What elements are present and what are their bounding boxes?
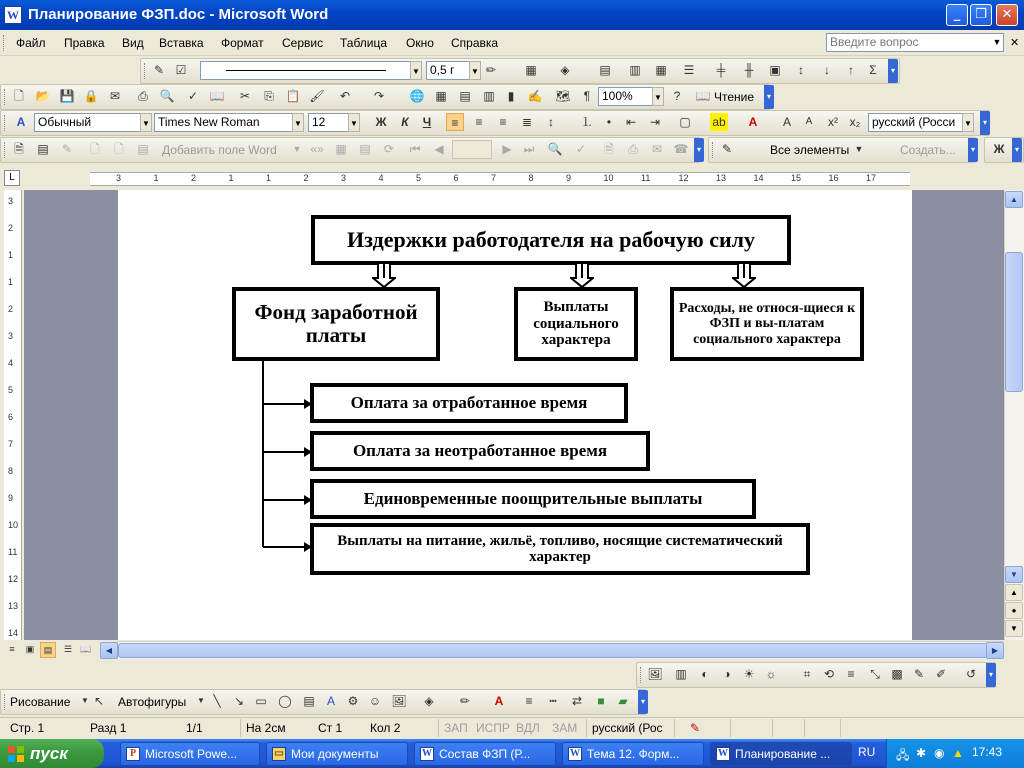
unworked-time-box: Оплата за неотработанное время	[310, 431, 650, 471]
ruler-mark: 2	[191, 173, 197, 183]
merge-to-email-icon[interactable]: ✉	[651, 142, 663, 156]
align-cell-icon[interactable]: ☰	[683, 63, 695, 77]
record-number-field[interactable]	[452, 140, 492, 159]
status-trk[interactable]: ИСПР	[476, 721, 510, 735]
subscript-icon[interactable]: x₂	[849, 115, 861, 129]
vruler-mark: 13	[8, 601, 19, 611]
autoshapes-dropdown-icon[interactable]: ▼	[197, 696, 205, 705]
status-divider	[840, 719, 841, 737]
task-powerpoint[interactable]: Microsoft Powe...	[120, 742, 260, 766]
vruler-mark: 1	[8, 277, 14, 287]
undo-icon[interactable]: ↶	[339, 89, 351, 103]
document-area	[24, 190, 1004, 640]
line-style-field[interactable]	[200, 61, 412, 80]
warning-icon[interactable]: ▲	[952, 746, 964, 760]
crop-icon[interactable]: ⌗	[803, 667, 811, 681]
distribute-cols-icon[interactable]: ╫	[744, 63, 754, 77]
web-view-icon[interactable]: ▣	[25, 644, 35, 654]
vruler-mark: 8	[8, 466, 14, 476]
start-button[interactable]: пуск	[0, 739, 104, 768]
vruler-mark: 3	[8, 331, 14, 341]
insert-field-dropdown-icon[interactable]: ▼	[292, 144, 302, 154]
antivirus-icon[interactable]: ◉	[934, 746, 945, 760]
numbering-icon[interactable]: ⒈	[580, 115, 593, 129]
propagate-labels-icon[interactable]: ⟳	[383, 142, 395, 156]
page[interactable]	[118, 190, 912, 640]
draw-menu-button[interactable]: Рисование	[10, 695, 71, 709]
shadow-icon[interactable]: ■	[597, 694, 605, 708]
status-section: Разд 1	[90, 721, 127, 735]
bullets-icon[interactable]: •	[606, 115, 612, 129]
main-doc-icon[interactable]: 🗎	[14, 142, 24, 156]
ruler-mark: 14	[753, 173, 764, 183]
window-title: Планирование ФЗП.doc - Microsoft Word	[28, 6, 329, 23]
ruler-mark: 16	[828, 173, 839, 183]
status-pages: 1/1	[186, 721, 203, 735]
toolbar-grip[interactable]	[4, 115, 7, 131]
reading-mode-button[interactable]: Чтение	[714, 90, 755, 104]
zoom-dropdown-icon[interactable]: ▼	[652, 87, 664, 106]
toolbar-grip[interactable]	[640, 667, 643, 683]
ruler-mark: 3	[341, 173, 347, 183]
arrow-icon[interactable]: ↘	[233, 694, 245, 708]
open-source-icon[interactable]: ▤	[37, 142, 49, 156]
network-icon[interactable]: 🖧	[896, 748, 910, 762]
word-doc-icon: W	[718, 748, 728, 759]
line-width-dropdown-icon[interactable]: ▼	[469, 61, 481, 80]
justify-button[interactable]: ≣	[521, 115, 533, 129]
italic-button[interactable]: К	[401, 115, 409, 129]
toolbar-options-icon[interactable]: ▾	[638, 690, 648, 714]
task-fzp-composition[interactable]: Состав ФЗП (Р...	[414, 742, 556, 766]
task-planning-active[interactable]: Планирование ...	[710, 742, 852, 766]
scroll-up-icon[interactable]: ▲	[1005, 191, 1023, 208]
tables-borders-icon[interactable]: ▦	[435, 89, 447, 103]
status-position: На 2см	[246, 721, 286, 735]
redo-icon[interactable]: ↷	[373, 89, 385, 103]
vruler-mark: 10	[8, 520, 19, 530]
show-hide-icon[interactable]: ¶	[583, 89, 591, 103]
toolbar-grip[interactable]	[144, 63, 147, 79]
ruler-mark: 1	[228, 173, 234, 183]
scroll-left-icon[interactable]: ◀	[100, 642, 118, 659]
last-record-icon[interactable]: ⏭	[523, 142, 535, 156]
toolbar-options-icon[interactable]: ▾	[980, 111, 990, 135]
toolbar-grip[interactable]	[4, 142, 7, 158]
menu-view[interactable]: Вид	[122, 36, 144, 50]
prev-page-icon[interactable]: ▲	[1005, 584, 1023, 601]
3d-icon[interactable]: ▰	[618, 694, 628, 708]
autosum-icon[interactable]: Σ	[869, 63, 877, 77]
doc-close-icon[interactable]: ✕	[1010, 37, 1020, 49]
food-housing-box: Выплаты на питание, жильё, топливо, носящие систематический характер	[310, 523, 810, 575]
menu-table[interactable]: Таблица	[340, 36, 388, 50]
format-painter-icon[interactable]: 🖌	[309, 89, 325, 103]
ruler-mark: 12	[678, 173, 689, 183]
ruler-mark: 9	[566, 173, 572, 183]
reset-picture-icon[interactable]: ↺	[965, 667, 977, 681]
insert-table-icon[interactable]: ▤	[459, 89, 471, 103]
document-map-icon[interactable]: 🗺	[555, 89, 571, 103]
increase-indent-icon[interactable]: ⇥	[649, 115, 661, 129]
scroll-right-icon[interactable]: ▶	[986, 642, 1004, 659]
textbox-icon[interactable]: ▤	[303, 694, 315, 708]
folder-icon: ▭	[272, 747, 286, 761]
toolbar-options-icon[interactable]: ▾	[1012, 138, 1022, 162]
print-layout-icon[interactable]: ▤	[40, 642, 56, 658]
zoom-field[interactable]: 100%	[598, 87, 654, 106]
underline-button[interactable]: Ч	[422, 115, 432, 129]
ruler-mark: 10	[603, 173, 614, 183]
ruler-mark: 2	[303, 173, 309, 183]
align-right-button[interactable]: ≡	[499, 115, 507, 129]
ruler-mark: 11	[641, 173, 651, 183]
permission-icon[interactable]: 🔒	[83, 89, 99, 103]
language-field[interactable]: русский (Росси	[868, 113, 964, 132]
highlight-fields-icon[interactable]: ▦	[335, 142, 347, 156]
close-button[interactable]: ✕	[996, 4, 1018, 26]
toolbar-grip[interactable]	[712, 142, 715, 158]
bonus-payments-box: Единовременные поощрительные выплаты	[310, 479, 756, 519]
status-divider	[772, 719, 773, 737]
ruler-mark: 7	[491, 173, 497, 183]
minimize-button[interactable]: _	[946, 4, 968, 26]
compress-icon[interactable]: ⤡	[870, 667, 880, 681]
borders-icon[interactable]: ▢	[679, 115, 691, 129]
toolbar-options-icon[interactable]: ▾	[888, 59, 898, 83]
toolbar-options-icon[interactable]: ▾	[968, 138, 978, 162]
ruler-mark: 13	[716, 173, 727, 183]
language-dropdown-icon[interactable]: ▼	[962, 113, 974, 132]
style-field[interactable]: Обычный	[34, 113, 142, 132]
merge-to-fax-icon[interactable]: ☎	[673, 142, 689, 156]
ruler-strip[interactable]	[90, 172, 910, 186]
clipart-icon[interactable]: ☺	[368, 694, 382, 708]
word-doc-icon: W	[570, 748, 580, 759]
menu-window[interactable]: Окно	[406, 36, 434, 50]
menu-insert[interactable]: Вставка	[159, 36, 204, 50]
vruler-mark: 1	[8, 250, 14, 260]
windows-logo-icon	[8, 746, 24, 762]
title-bar	[0, 0, 1024, 30]
font-dropdown-icon[interactable]: ▼	[292, 113, 304, 132]
word-doc-icon: W	[422, 748, 432, 759]
ask-dropdown-icon[interactable]: ▼	[992, 37, 1002, 47]
line-icon[interactable]: ╲	[213, 694, 221, 708]
dash-style-icon[interactable]: ┅	[549, 694, 557, 708]
vruler-mark: 7	[8, 439, 14, 449]
select-objects-icon[interactable]: ↖	[93, 694, 105, 708]
recipients-icon[interactable]: ✎	[61, 142, 73, 156]
oval-icon[interactable]: ◯	[278, 694, 292, 708]
vruler-mark: 5	[8, 385, 14, 395]
merge-to-doc-icon[interactable]: 🗎	[604, 142, 614, 156]
status-language: русский (Рос	[592, 721, 663, 735]
hyperlink-icon[interactable]: 🌐	[409, 89, 425, 103]
browse-object-icon[interactable]: ●	[1005, 602, 1023, 619]
ruler-mark: 3	[116, 173, 122, 183]
ask-question-input[interactable]: Введите вопрос	[826, 33, 1004, 52]
autoformat-icon[interactable]: ▣	[769, 63, 781, 77]
diagram-icon[interactable]: ⚙	[347, 694, 359, 708]
restore-button[interactable]: ❐	[970, 4, 992, 26]
align-center-button[interactable]: ≡	[475, 115, 483, 129]
spelling-status-icon[interactable]: ✎	[690, 721, 701, 735]
research-icon[interactable]: 📖	[209, 89, 225, 103]
reading-view-icon[interactable]: 📖	[80, 644, 92, 654]
worked-time-box: Оплата за отработанное время	[310, 383, 628, 423]
vruler-mark: 6	[8, 412, 14, 422]
edit-doc-icon[interactable]: ✎	[153, 63, 165, 77]
status-rec[interactable]: ЗАП	[444, 721, 468, 735]
toolbar-options-icon[interactable]: ▾	[764, 85, 774, 109]
language-indicator[interactable]: RU	[858, 745, 876, 759]
sort-asc-icon[interactable]: ↓	[824, 63, 830, 77]
create-button[interactable]: Создать...	[900, 143, 956, 157]
status-divider	[586, 719, 587, 737]
toolbar-options-icon[interactable]: ▾	[986, 663, 996, 687]
greeting-line-icon[interactable]: 🗋	[114, 142, 124, 156]
insert-excel-icon[interactable]: ▥	[483, 89, 495, 103]
insert-table-icon[interactable]: ▤	[599, 63, 611, 77]
insert-picture-icon[interactable]: 🖼	[647, 667, 663, 681]
new-doc-icon[interactable]: 🗋	[14, 89, 24, 103]
line-style-icon[interactable]: ≡	[847, 667, 855, 681]
all-elements-dropdown-icon[interactable]: ▼	[854, 144, 864, 154]
status-divider	[804, 719, 805, 737]
ruler-mark: 6	[453, 173, 459, 183]
vruler-mark: 4	[8, 358, 14, 368]
draw-dropdown-icon[interactable]: ▼	[81, 696, 89, 705]
align-left-button[interactable]: ≡	[446, 113, 464, 131]
font-color-icon[interactable]: A	[748, 115, 758, 129]
menu-format[interactable]: Формат	[221, 36, 264, 50]
rotate-icon[interactable]: ⟲	[823, 667, 835, 681]
first-record-icon[interactable]: ⏮	[409, 142, 421, 156]
menu-file[interactable]: Файл	[16, 36, 46, 50]
task-topic-12[interactable]: Тема 12. Форм...	[562, 742, 704, 766]
copy-icon[interactable]: ⎘	[264, 89, 274, 103]
toolbar-options-icon[interactable]: ▾	[694, 138, 704, 162]
edit-check-icon[interactable]: ☑	[175, 63, 187, 77]
menu-help[interactable]: Справка	[451, 36, 499, 50]
vruler-mark: 12	[8, 574, 19, 584]
ruler-mark: 8	[528, 173, 534, 183]
help-icon[interactable]: ?	[673, 89, 681, 103]
menu-edit[interactable]: Правка	[64, 36, 105, 50]
powerpoint-icon: P	[126, 747, 140, 761]
picture-icon[interactable]: 🖼	[391, 694, 407, 708]
font-field[interactable]: Times New Roman	[154, 113, 294, 132]
ruler-mark: 1	[266, 173, 272, 183]
ruler-mark: 17	[866, 173, 877, 183]
font-size-field[interactable]: 12	[308, 113, 350, 132]
status-page: Стр. 1	[10, 721, 45, 735]
task-my-documents[interactable]: Мои документы	[266, 742, 408, 766]
style-dropdown-icon[interactable]: ▼	[140, 113, 152, 132]
font-color-icon[interactable]: A	[494, 694, 504, 708]
save-icon[interactable]: 💾	[59, 89, 75, 103]
drawing-icon[interactable]: ✍	[527, 89, 543, 103]
merge-fields-icon[interactable]: ▤	[137, 142, 149, 156]
split-cells-icon[interactable]: ▦	[655, 63, 667, 77]
arrow-style-icon[interactable]: ⇄	[571, 694, 583, 708]
outline-view-icon[interactable]: ☰	[63, 644, 73, 654]
menu-grip[interactable]	[3, 35, 6, 51]
status-ovr[interactable]: ЗАМ	[552, 721, 578, 735]
ruler-mark: 15	[791, 173, 802, 183]
less-contrast-icon[interactable]: ◑	[723, 667, 731, 681]
vruler-mark: 14	[8, 628, 19, 638]
extra-bold-button[interactable]: Ж	[993, 142, 1005, 156]
insert-word-field-button[interactable]: Добавить поле Word	[162, 143, 277, 157]
security-alert-icon[interactable]: ✱	[916, 746, 927, 760]
font-size-dropdown-icon[interactable]: ▼	[348, 113, 360, 132]
next-page-icon[interactable]: ▼	[1005, 620, 1023, 637]
vruler-mark: 11	[8, 547, 18, 557]
line-spacing-icon[interactable]: ↕	[548, 115, 554, 129]
line-style-icon[interactable]: ≡	[525, 694, 533, 708]
wordart-icon[interactable]: A	[326, 694, 335, 708]
merge-to-printer-icon[interactable]: ⎙	[628, 142, 638, 156]
horizontal-scroll-thumb[interactable]	[118, 643, 988, 658]
status-divider	[240, 719, 241, 737]
shrink-font-icon[interactable]: A	[805, 116, 813, 127]
clock: 17:43	[972, 745, 1003, 759]
check-errors-icon[interactable]: ✓	[575, 142, 587, 156]
open-icon[interactable]: 📂	[35, 89, 51, 103]
scroll-down-icon[interactable]: ▼	[1005, 566, 1023, 583]
superscript-icon[interactable]: x²	[828, 115, 838, 129]
read-icon[interactable]: 📖	[695, 89, 711, 103]
find-entry-icon[interactable]: 🔍	[547, 142, 563, 156]
columns-icon[interactable]: ▮	[507, 89, 515, 103]
print-preview-icon[interactable]: 🔍	[159, 89, 175, 103]
paste-icon[interactable]: 📋	[285, 89, 301, 103]
status-divider	[438, 719, 439, 737]
previous-record-icon[interactable]: ◀	[434, 142, 444, 156]
toolbar-grip[interactable]	[4, 89, 7, 105]
view-merged-icon[interactable]: «»	[310, 142, 324, 156]
vruler-mark: 2	[8, 304, 14, 314]
word-app-icon[interactable]: W	[4, 6, 22, 24]
status-column: Кол 2	[370, 721, 401, 735]
decrease-indent-icon[interactable]: ⇤	[625, 115, 637, 129]
line-style-dropdown-icon[interactable]: ▼	[410, 61, 422, 80]
status-divider	[730, 719, 731, 737]
print-icon[interactable]: ⎙	[138, 89, 148, 103]
email-icon[interactable]: ✉	[109, 89, 121, 103]
autoshapes-button[interactable]: Автофигуры	[118, 695, 187, 709]
highlight-icon[interactable]: ab	[710, 113, 728, 131]
ruler-mark: 1	[153, 173, 159, 183]
borders-icon[interactable]: ▦	[525, 63, 537, 77]
color-icon[interactable]: ▥	[675, 667, 687, 681]
track-changes-icon[interactable]: ✎	[721, 142, 733, 156]
more-brightness-icon[interactable]: ☀	[743, 667, 755, 681]
address-block-icon[interactable]: 🗋	[90, 142, 100, 156]
distribute-rows-icon[interactable]: ╪	[716, 63, 726, 77]
status-divider	[674, 719, 675, 737]
vruler-mark: 9	[8, 493, 14, 503]
grow-font-icon[interactable]: A	[782, 115, 791, 129]
line-color-icon[interactable]: ✏	[459, 694, 471, 708]
toolbar-grip[interactable]	[4, 694, 7, 710]
mail-merge-toolbar	[0, 137, 700, 163]
text-wrap-icon[interactable]: ▩	[891, 667, 903, 681]
all-elements-button[interactable]: Все элементы	[770, 143, 850, 157]
set-transparent-icon[interactable]: ✐	[935, 667, 947, 681]
bold-button[interactable]: Ж	[375, 115, 387, 129]
text-direction-icon[interactable]: ↕	[798, 63, 804, 77]
menu-tools[interactable]: Сервис	[282, 36, 324, 50]
ruler-mark: 5	[416, 173, 422, 183]
less-brightness-icon[interactable]: ☼	[765, 667, 777, 681]
next-record-icon[interactable]: ▶	[502, 142, 512, 156]
social-payments-box: Выплаты социального характера	[514, 287, 638, 361]
shading-icon[interactable]: ◈	[560, 63, 570, 77]
merge-cells-icon[interactable]: ▥	[629, 63, 641, 77]
pen-color-icon[interactable]: ✏	[485, 63, 497, 77]
more-contrast-icon[interactable]: ◐	[701, 667, 709, 681]
format-picture-icon[interactable]: ✎	[913, 667, 925, 681]
status-ext[interactable]: ВДЛ	[516, 721, 540, 735]
employer-costs-box: Издержки работодателя на рабочую силу	[311, 215, 791, 265]
vruler-mark: 2	[8, 223, 14, 233]
sort-desc-icon[interactable]: ↑	[848, 63, 854, 77]
other-costs-box: Расходы, не относя-щиеся к ФЗП и вы-платам социального характера	[670, 287, 864, 361]
vertical-scroll-thumb[interactable]	[1005, 252, 1023, 392]
match-fields-icon[interactable]: ▤	[359, 142, 371, 156]
line-width-field[interactable]: 0,5 г	[426, 61, 472, 80]
rectangle-icon[interactable]: ▭	[255, 694, 267, 708]
styles-pane-icon[interactable]: A	[16, 115, 26, 129]
cut-icon[interactable]: ✂	[239, 89, 251, 103]
ruler-mark: 4	[378, 173, 384, 183]
tab-selector[interactable]: L	[4, 170, 20, 186]
status-bar	[0, 717, 1024, 739]
status-line: Ст 1	[318, 721, 343, 735]
spelling-icon[interactable]: ✓	[187, 89, 199, 103]
vruler-mark: 3	[8, 196, 14, 206]
fill-color-icon[interactable]: ◈	[424, 694, 434, 708]
normal-view-icon[interactable]: ≡	[9, 644, 15, 654]
wage-fund-box: Фонд заработной платы	[232, 287, 440, 361]
